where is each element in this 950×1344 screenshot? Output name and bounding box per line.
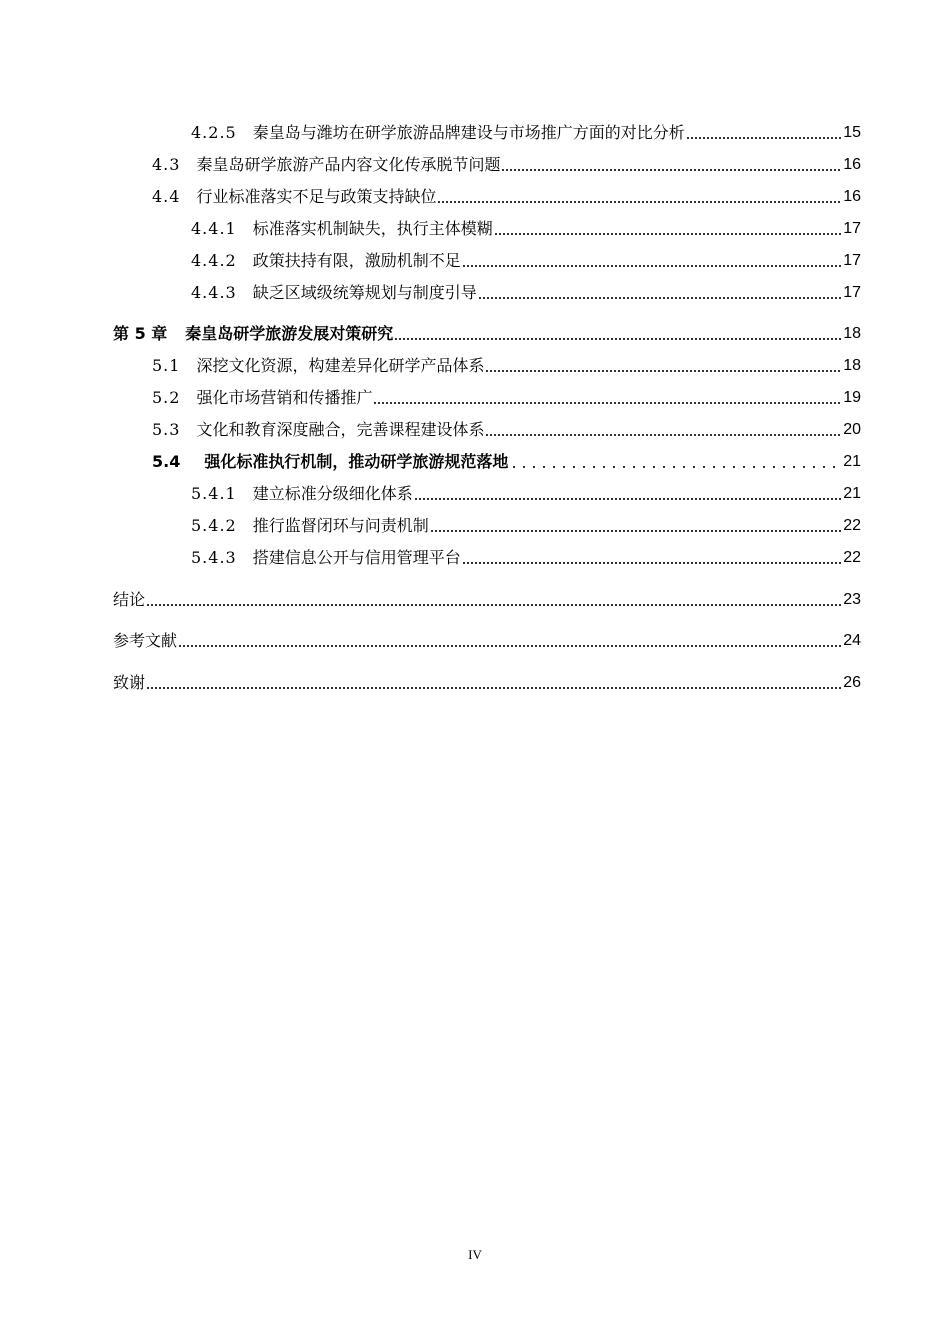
toc-title: 政策扶持有限，激励机制不足 [252,251,461,270]
dot-leader [394,338,842,340]
toc-page-number: 24 [843,632,861,649]
dot-leader [414,498,842,500]
toc-page-number: 18 [843,325,861,342]
dot-leader [178,645,842,647]
toc-entry-chapter-5[interactable] [113,320,861,344]
toc-page-number: 23 [843,591,861,608]
dot-leader [373,402,842,404]
toc-entry-5-4[interactable] [113,448,861,472]
toc-entry-4-4-1[interactable] [113,215,861,239]
toc-number: 4.4 [152,187,181,206]
dot-leader [437,201,842,203]
toc-title: 秦皇岛研学旅游发展对策研究 [185,324,394,343]
toc-title: 搭建信息公开与信用管理平台 [252,548,461,567]
toc-entry-4-4-3[interactable] [113,279,861,303]
toc-entry-5-2[interactable] [113,384,861,408]
toc-page-number: 17 [843,252,861,269]
toc-number: 5.3 [152,420,181,439]
toc-title: 结论 [113,590,146,609]
toc-number: 5.1 [152,356,181,375]
toc-page-number: 19 [843,389,861,406]
toc-title: 参考文献 [113,631,178,650]
toc-title: 标准落实机制缺失，执行主体模糊 [252,219,493,238]
toc-page-number: 21 [843,453,861,470]
dot-leader [146,604,842,606]
dot-leader [501,169,842,171]
toc-entry-5-4-2[interactable] [113,512,861,536]
toc-page-number: 20 [843,421,861,438]
toc-title: 推行监督闭环与问责机制 [252,516,429,535]
toc-number: 第 5 章 [113,324,168,343]
toc-page-number: 21 [843,485,861,502]
toc-number: 5.2 [152,388,181,407]
toc-title: 强化标准执行机制，推动研学旅游规范落地 [204,452,509,471]
toc-entry-4-2-5[interactable] [113,119,861,143]
toc-number: 4.4.2 [191,251,237,270]
toc-number: 5.4.1 [191,484,237,503]
toc-page-number: 16 [843,156,861,173]
dot-leader [494,233,842,235]
dot-leader [146,687,842,689]
toc-title: 行业标准落实不足与政策支持缺位 [196,187,437,206]
toc-title: 致谢 [113,673,146,692]
toc-number: 4.4.3 [191,283,237,302]
toc-page-number: 17 [843,284,861,301]
toc-title: 秦皇岛研学旅游产品内容文化传承脱节问题 [196,155,501,174]
toc-entry-5-1[interactable] [113,352,861,376]
dot-leader [686,137,842,139]
toc-title: 缺乏区域级统筹规划与制度引导 [252,283,477,302]
toc-number: 5.4.2 [191,516,237,535]
toc-entry-5-4-1[interactable] [113,480,861,504]
toc-entry-4-3[interactable] [113,151,861,175]
toc-page-number: 18 [843,357,861,374]
dot-leader [462,562,842,564]
toc-page-number: 17 [843,220,861,237]
toc-title: 文化和教育深度融合，完善课程建设体系 [196,420,485,439]
dot-leader [485,370,842,372]
dot-leader [478,297,842,299]
toc-number: 4.4.1 [191,219,237,238]
page-footer-number: IV [468,1247,482,1262]
toc-entry-5-3[interactable] [113,416,861,440]
toc-entry-acknowledgements[interactable] [113,669,861,693]
toc-entry-4-4-2[interactable] [113,247,861,271]
toc-entry-5-4-3[interactable] [113,544,861,568]
toc-title: 秦皇岛与潍坊在研学旅游品牌建设与市场推广方面的对比分析 [252,123,685,142]
dot-leader [509,466,842,468]
toc-number: 5.4.3 [191,548,237,567]
toc-title: 强化市场营销和传播推广 [196,388,373,407]
toc-page-number: 26 [843,674,861,691]
toc-page-number: 15 [843,124,861,141]
toc-number: 5.4 [152,452,181,471]
dot-leader [430,530,842,532]
toc-entry-conclusion[interactable] [113,586,861,610]
toc-number: 4.2.5 [191,123,237,142]
toc-title: 建立标准分级细化体系 [252,484,413,503]
toc-number: 4.3 [152,155,181,174]
toc-entry-4-4[interactable] [113,183,861,207]
toc-page-number: 22 [843,549,861,566]
toc-entry-references[interactable] [113,627,861,651]
toc-title: 深挖文化资源，构建差异化研学产品体系 [196,356,485,375]
dot-leader [462,265,842,267]
dot-leader [485,434,842,436]
toc-page-number: 22 [843,517,861,534]
toc-page-number: 16 [843,188,861,205]
